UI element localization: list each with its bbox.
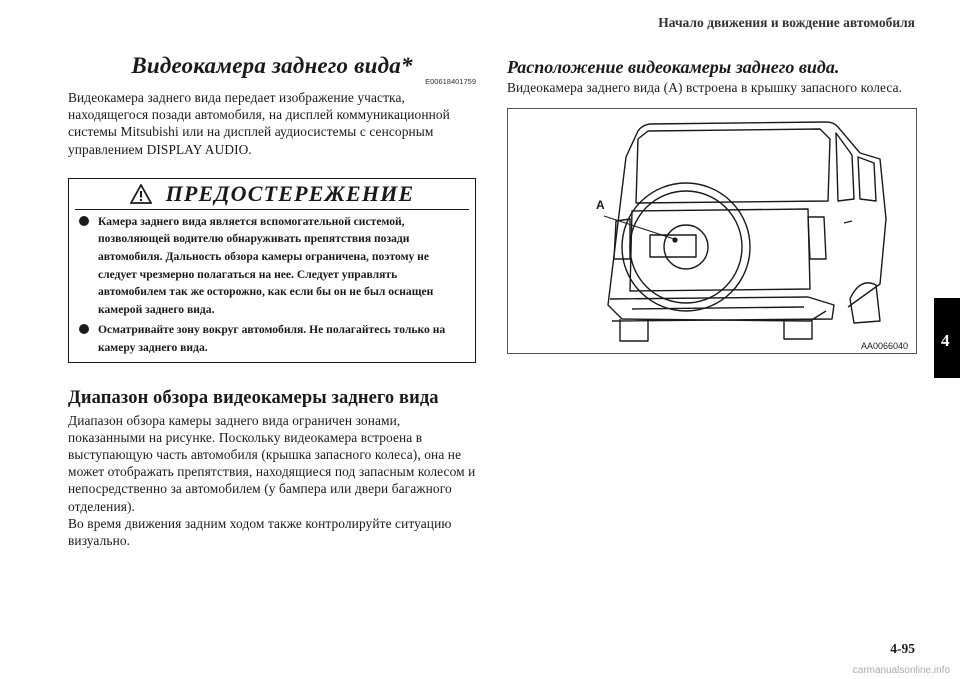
callout-label-a: A (596, 198, 605, 213)
warning-title: ПРЕДОСТЕРЕЖЕНИЕ (165, 180, 415, 206)
reverse-driving-paragraph: Во время движения задним ходом также контролируйте ситуацию визуально. (68, 515, 452, 548)
watermark: carmanualsonline.info (852, 665, 950, 676)
warning-item-text: Камера заднего вида является вспомогательной системой, позволяющей водителю обнаруживать препятствия позади автомобиля. Дальность обзора камеры ограничена, поэтому не следует чрезмерно полагаться на нее. Следует управлять автомобилем так же осторожно, как если бы он не был оснащен камерой заднего вида. (98, 214, 434, 316)
bullet-icon (79, 216, 89, 226)
warning-box (68, 178, 476, 363)
bullet-icon (79, 324, 89, 334)
running-header: Начало движения и вождение автомобиля (658, 15, 915, 30)
camera-location-paragraph: Видеокамера заднего вида (A) встроена в крышку запасного колеса. (507, 80, 903, 95)
section-code: E00618401759 (425, 77, 476, 86)
chapter-number: 4 (941, 331, 950, 350)
vehicle-rear-illustration (507, 108, 917, 354)
view-range-paragraph: Диапазон обзора камеры заднего вида ограничен зонами, показанными на рисунке. Поскольку видеокамера встроена в выступающую часть автомобиля (крышка запасного колеса), она не может отображать препятствия, находящиеся под запасным колесом и непосредственно за автомобилем (у бампера или двери багажного отделения). (68, 412, 476, 514)
warning-triangle-icon (130, 184, 152, 204)
section-title-rear-camera: Видеокамера заднего вида* (131, 53, 413, 78)
warning-item-text: Осматривайте зону вокруг автомобиля. Не полагайтесь только на камеру заднего вида. (98, 323, 446, 354)
warning-item (79, 321, 465, 356)
subsection-title-view-range: Диапазон обзора видеокамеры заднего вида (68, 387, 439, 408)
right-column (507, 57, 917, 354)
chapter-tab (934, 298, 960, 378)
warning-header (75, 179, 469, 210)
intro-paragraph: Видеокамера заднего вида передает изображение участка, находящегося позади автомобиля, на дисплей коммуникационной системы Mitsubishi или на дисплей аудиосистемы с сенсорным управлением DISPLAY AUDIO. (68, 90, 450, 157)
left-column (68, 50, 476, 549)
page-number: 4-95 (890, 641, 915, 656)
warning-item (79, 213, 465, 319)
subsection-title-camera-location: Расположение видеокамеры заднего вида. (507, 57, 840, 77)
suv-rear-drawing (508, 109, 916, 353)
figure-code: AA0066040 (860, 341, 908, 352)
